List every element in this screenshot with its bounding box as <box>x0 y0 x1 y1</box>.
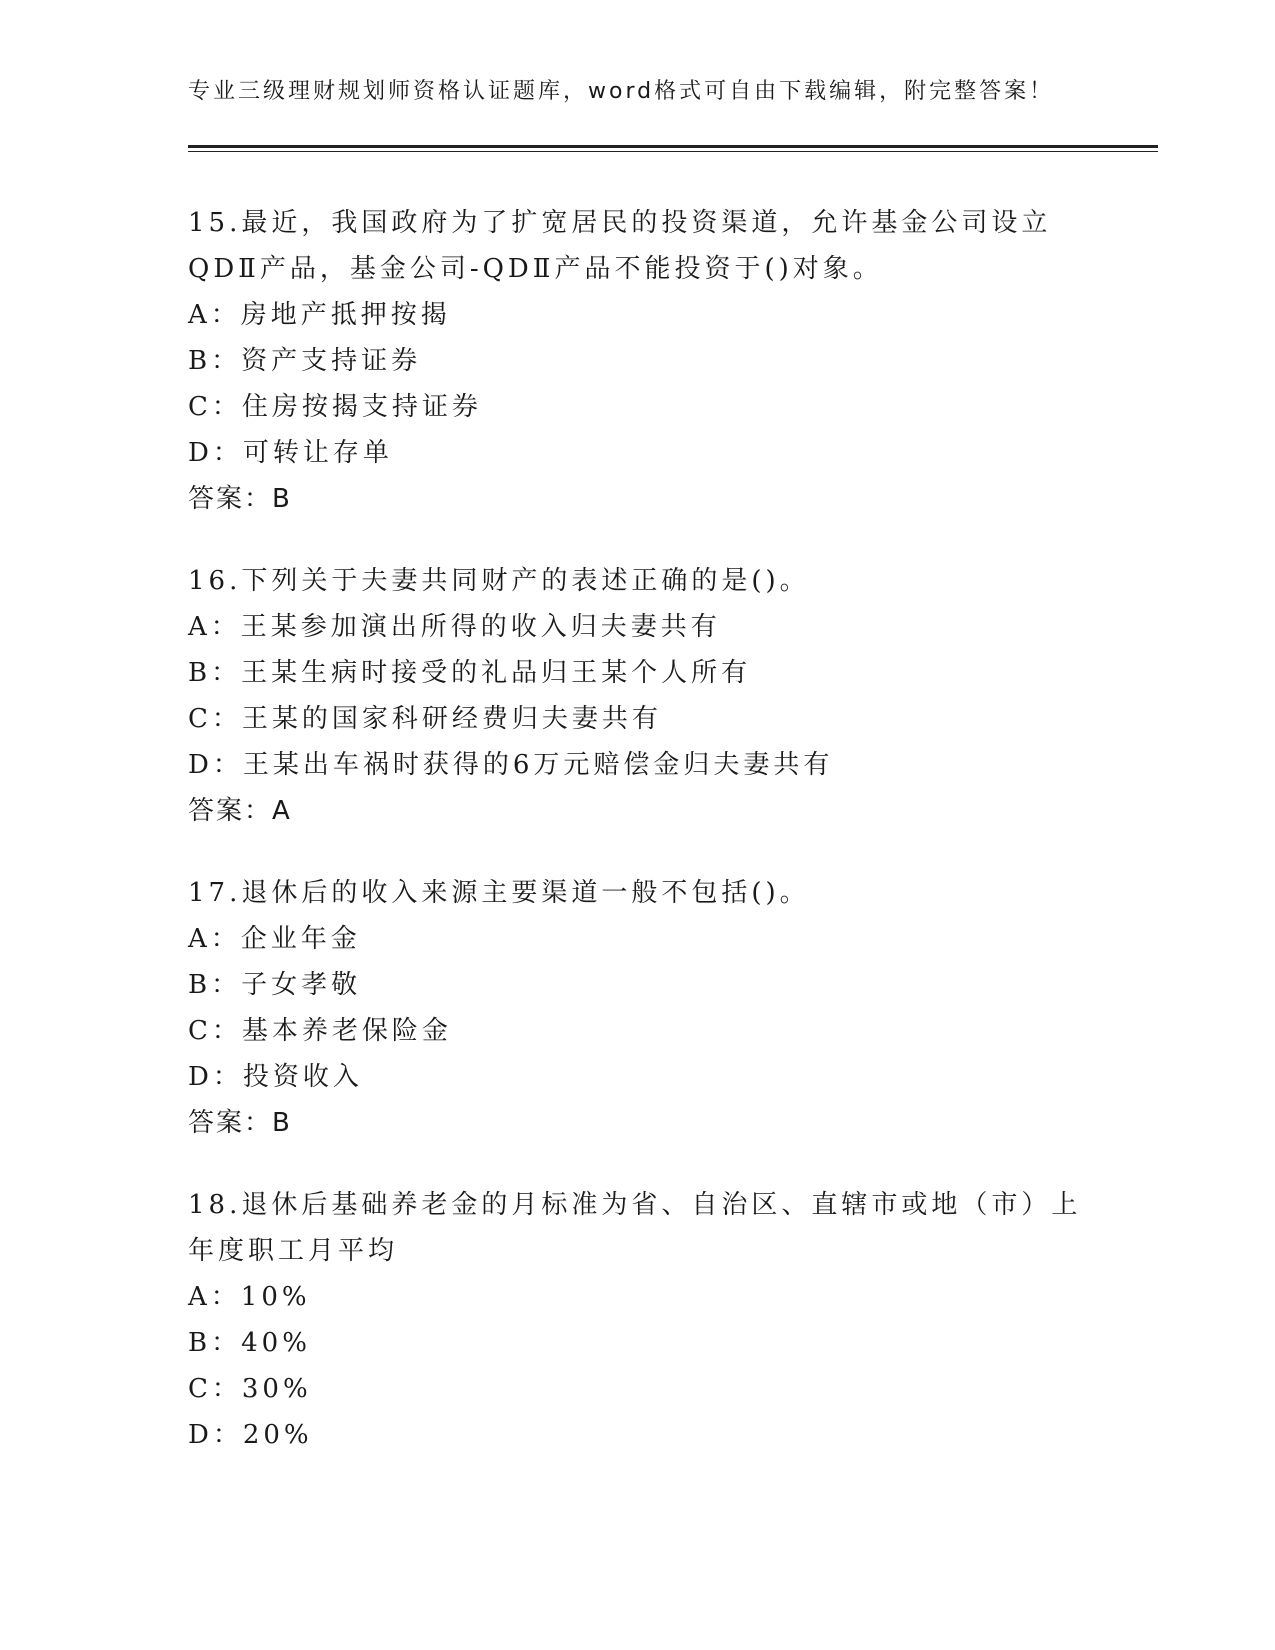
option-b: B：40% <box>188 1328 311 1358</box>
answer-line: 答案：A <box>188 796 292 826</box>
answer-line: 答案：B <box>188 484 292 514</box>
option-c: C：基本养老保险金 <box>188 1016 452 1046</box>
option-c: C：30% <box>188 1374 312 1404</box>
option-b: B：子女孝敬 <box>188 970 362 1000</box>
answer-line: 答案：B <box>188 1108 292 1138</box>
header-divider <box>188 145 1158 148</box>
question-stem: 18.退休后基础养老金的月标准为省、自治区、直辖市或地（市）上年度职工月平均 <box>188 1190 1082 1266</box>
question-16 <box>188 558 1088 834</box>
option-a: A：10% <box>188 1282 311 1312</box>
question-15 <box>188 200 1088 522</box>
question-stem: 16.下列关于夫妻共同财产的表述正确的是()。 <box>188 566 810 596</box>
option-d: D：王某出车祸时获得的6万元赔偿金归夫妻共有 <box>188 750 834 780</box>
page-header: 专业三级理财规划师资格认证题库，word格式可自由下载编辑，附完整答案！ <box>188 79 1055 104</box>
option-d: D：20% <box>188 1420 313 1450</box>
option-a: A：房地产抵押按揭 <box>188 300 451 330</box>
question-list <box>188 200 1088 1494</box>
option-c: C：王某的国家科研经费归夫妻共有 <box>188 704 662 734</box>
option-c: C：住房按揭支持证券 <box>188 392 482 422</box>
question-stem: 15.最近，我国政府为了扩宽居民的投资渠道，允许基金公司设立QDⅡ产品，基金公司-QDⅡ产品不能投资于()对象。 <box>188 208 1052 284</box>
option-b: B：资产支持证券 <box>188 346 422 376</box>
question-stem: 17.退休后的收入来源主要渠道一般不包括()。 <box>188 878 810 908</box>
option-a: A：王某参加演出所得的收入归夫妻共有 <box>188 612 721 642</box>
option-d: D：投资收入 <box>188 1062 363 1092</box>
question-18 <box>188 1182 1088 1458</box>
option-d: D：可转让存单 <box>188 438 393 468</box>
option-a: A：企业年金 <box>188 924 361 954</box>
option-b: B：王某生病时接受的礼品归王某个人所有 <box>188 658 752 688</box>
header-divider-thin <box>188 151 1158 152</box>
question-17 <box>188 870 1088 1146</box>
